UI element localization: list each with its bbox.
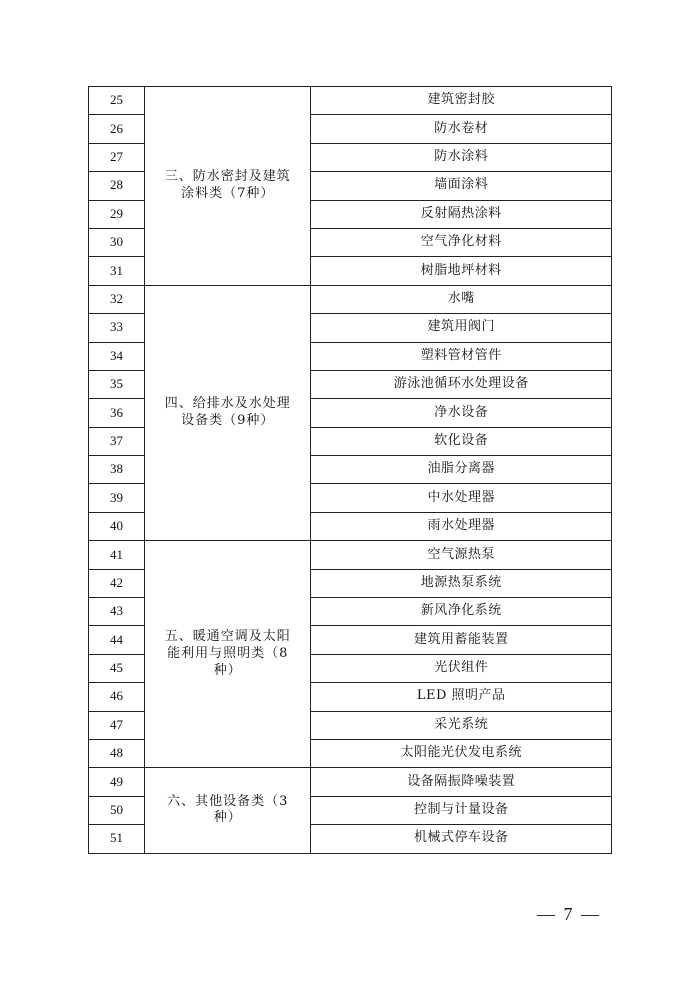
product-name: 中水处理器 bbox=[311, 484, 612, 512]
product-catalog-table bbox=[88, 86, 612, 854]
product-name: 建筑用蓄能装置 bbox=[311, 626, 612, 654]
row-number: 51 bbox=[89, 825, 145, 853]
row-number: 33 bbox=[89, 314, 145, 342]
row-number: 44 bbox=[89, 626, 145, 654]
product-name: LED 照明产品 bbox=[311, 683, 612, 711]
table-row bbox=[89, 768, 612, 796]
row-number: 41 bbox=[89, 541, 145, 569]
table-row bbox=[89, 541, 612, 569]
category-cell: 四、给排水及水处理设备类（9种） bbox=[145, 285, 311, 541]
product-name: 新风净化系统 bbox=[311, 598, 612, 626]
page-number: — 7 — bbox=[537, 904, 601, 924]
row-number: 46 bbox=[89, 683, 145, 711]
row-number: 45 bbox=[89, 654, 145, 682]
product-name: 油脂分离器 bbox=[311, 456, 612, 484]
product-name: 太阳能光伏发电系统 bbox=[311, 739, 612, 767]
row-number: 43 bbox=[89, 598, 145, 626]
product-name: 净水设备 bbox=[311, 399, 612, 427]
table-body bbox=[89, 87, 612, 854]
row-number: 37 bbox=[89, 427, 145, 455]
product-name: 雨水处理器 bbox=[311, 512, 612, 540]
product-name: 地源热泵系统 bbox=[311, 569, 612, 597]
row-number: 25 bbox=[89, 87, 145, 115]
product-name: 树脂地坪材料 bbox=[311, 257, 612, 285]
row-number: 30 bbox=[89, 228, 145, 256]
row-number: 35 bbox=[89, 370, 145, 398]
product-name: 塑料管材管件 bbox=[311, 342, 612, 370]
row-number: 36 bbox=[89, 399, 145, 427]
product-name: 机械式停车设备 bbox=[311, 825, 612, 853]
product-name: 设备隔振降噪装置 bbox=[311, 768, 612, 796]
row-number: 50 bbox=[89, 796, 145, 824]
product-name: 建筑密封胶 bbox=[311, 87, 612, 115]
product-name: 空气源热泵 bbox=[311, 541, 612, 569]
row-number: 38 bbox=[89, 456, 145, 484]
row-number: 27 bbox=[89, 143, 145, 171]
row-number: 39 bbox=[89, 484, 145, 512]
row-number: 26 bbox=[89, 115, 145, 143]
category-cell: 三、防水密封及建筑涂料类（7种） bbox=[145, 87, 311, 286]
product-name: 空气净化材料 bbox=[311, 228, 612, 256]
row-number: 34 bbox=[89, 342, 145, 370]
row-number: 31 bbox=[89, 257, 145, 285]
product-name: 墙面涂料 bbox=[311, 172, 612, 200]
product-name: 游泳池循环水处理设备 bbox=[311, 370, 612, 398]
table-row bbox=[89, 87, 612, 115]
product-name: 防水卷材 bbox=[311, 115, 612, 143]
product-name: 水嘴 bbox=[311, 285, 612, 313]
row-number: 48 bbox=[89, 739, 145, 767]
product-name: 反射隔热涂料 bbox=[311, 200, 612, 228]
product-name: 软化设备 bbox=[311, 427, 612, 455]
table-row bbox=[89, 285, 612, 313]
product-name: 防水涂料 bbox=[311, 143, 612, 171]
category-cell: 六、其他设备类（3种） bbox=[145, 768, 311, 853]
row-number: 40 bbox=[89, 512, 145, 540]
product-name: 建筑用阀门 bbox=[311, 314, 612, 342]
product-name: 采光系统 bbox=[311, 711, 612, 739]
row-number: 42 bbox=[89, 569, 145, 597]
product-name: 光伏组件 bbox=[311, 654, 612, 682]
row-number: 47 bbox=[89, 711, 145, 739]
product-name: 控制与计量设备 bbox=[311, 796, 612, 824]
row-number: 32 bbox=[89, 285, 145, 313]
category-cell: 五、暖通空调及太阳能利用与照明类（8种） bbox=[145, 541, 311, 768]
row-number: 49 bbox=[89, 768, 145, 796]
row-number: 28 bbox=[89, 172, 145, 200]
row-number: 29 bbox=[89, 200, 145, 228]
